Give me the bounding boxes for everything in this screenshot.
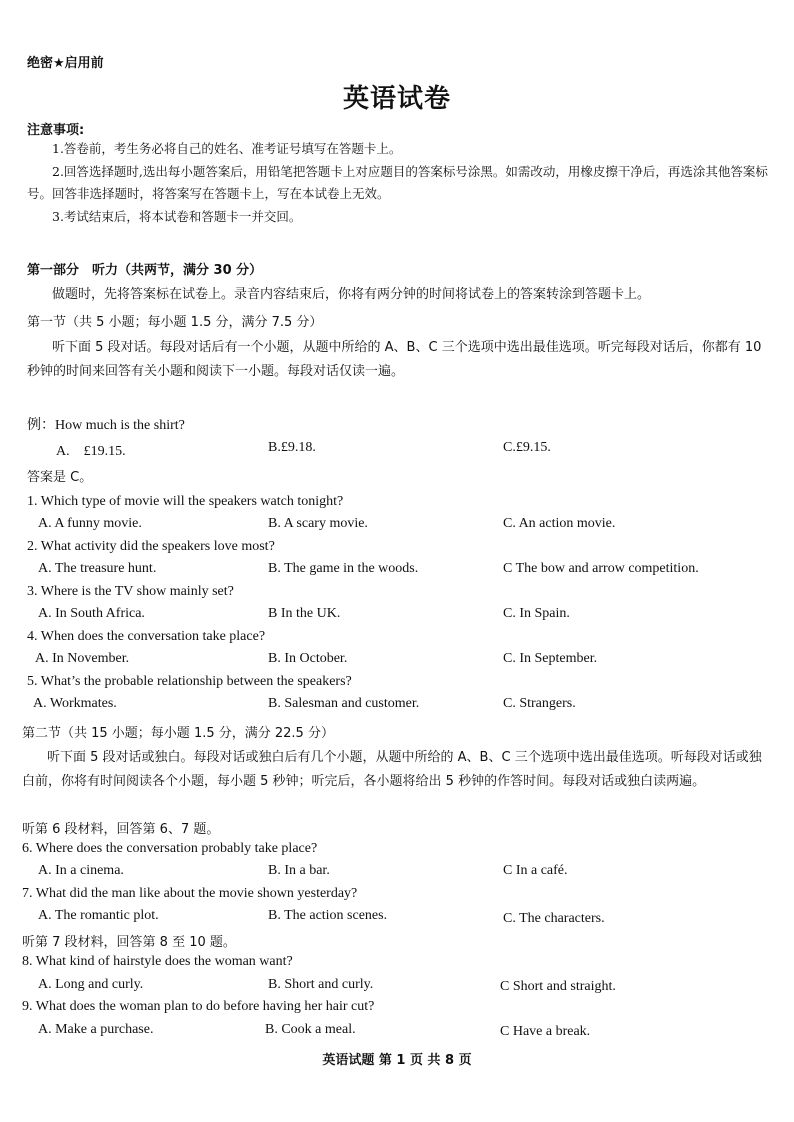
question-stem: 5. What’s the probable relationship between the speakers? [27,674,352,689]
option-c: C Short and straight. [500,979,616,994]
option-a: A. In November. [35,651,130,666]
example-option-b: B.£9.18. [268,440,316,455]
question-stem: 1. Which type of movie will the speakers watch tonight? [27,494,344,509]
option-b: B In the UK. [268,606,341,621]
section1-instruction: 听下面 5 段对话。每段对话后有一个小题，从题中所给的 A、B、C 三个选项中选出最佳选项。听完每段对话后，你都有 10 秒钟的时间来回答有关小题和阅读下一小题。每段对话仅读一遍。 [27,340,762,379]
option-a: A. The treasure hunt. [38,561,157,576]
notice-item: 1.答卷前，考生务必将自己的姓名、准考证号填写在答题卡上。 [52,141,402,156]
option-a: A. Make a purchase. [38,1022,154,1037]
option-c: C Have a break. [500,1024,591,1039]
confidential-label: 绝密★启用前 [27,56,104,71]
example-option-a: A. £19.15. [56,444,126,459]
option-b: B. Salesman and customer. [268,696,420,711]
question-stem: 4. When does the conversation take place? [27,629,266,644]
option-b: B. In a bar. [268,863,330,878]
option-c: C The bow and arrow competition. [503,561,699,576]
question-stem: 2. What activity did the speakers love most? [27,539,275,554]
option-c: C In a café. [503,863,568,878]
option-c: C. An action movie. [503,516,616,531]
option-c: C. The characters. [503,911,605,926]
option-c: C. In Spain. [503,606,570,621]
option-a: A. Workmates. [33,696,117,711]
option-b: B. In October. [268,651,348,666]
question-options [0,696,794,716]
question-stem: 8. What kind of hairstyle does the woman want? [22,954,293,969]
question-options [0,908,794,928]
section1-heading: 第一节（共 5 小题；每小题 1.5 分，满分 7.5 分） [27,315,323,330]
option-a: A. Long and curly. [38,977,144,992]
option-a: A. A funny movie. [38,516,142,531]
notice-list [27,138,772,229]
question-options [0,561,794,581]
example-option-c: C.£9.15. [503,440,551,455]
section2-heading: 第二节（共 15 小题；每小题 1.5 分，满分 22.5 分） [22,726,334,741]
question-options [0,651,794,671]
notice-heading: 注意事项: [27,123,85,138]
question-stem: 7. What did the man like about the movie shown yesterday? [22,886,358,901]
section2-instruction: 听下面 5 段对话或独白。每段对话或独白后有几个小题，从题中所给的 A、B、C 三个选项中选出最佳选项。听每段对话或独白前，你将有时间阅读各个小题，每小题 5 秒钟；听完后，各小题将给出 5 秒钟的作答时间。每段对话或独白读两遍。 [22,750,762,789]
option-a: A. In a cinema. [38,863,124,878]
part1-instruction: 做题时，先将答案标在试卷上。录音内容结束后，你将有两分钟的时间将试卷上的答案转涂到答题卡上。 [52,287,651,302]
question-stem: 3. Where is the TV show mainly set? [27,584,234,599]
option-b: B. A scary movie. [268,516,368,531]
question-options [0,977,794,997]
question-options [0,863,794,883]
page-title: 英语试卷 [342,84,451,114]
notice-item: 2.回答选择题时,选出每小题答案后，用铅笔把答题卡上对应题目的答案标号涂黑。如需改动，用橡皮擦干净后，再选涂其他答案标号。回答非选择题时，将答案写在答题卡上，写在本试卷上无效。 [27,163,768,202]
material-6-note: 听第 6 段材料，回答第 6、7 题。 [22,822,220,837]
option-c: C. Strangers. [503,696,576,711]
option-b: B. Cook a meal. [265,1022,356,1037]
example-options [0,440,794,460]
page-footer: 英语试题 第 1 页 共 8 页 [322,1053,472,1068]
option-a: A. In South Africa. [38,606,145,621]
part1-heading: 第一部分 听力（共两节，满分 30 分） [27,263,263,278]
option-a: A. The romantic plot. [38,908,159,923]
question-options [0,606,794,626]
question-options [0,1022,794,1042]
question-options [0,516,794,536]
example-answer: 答案是 C。 [27,470,93,485]
option-b: B. Short and curly. [268,977,374,992]
material-7-note: 听第 7 段材料，回答第 8 至 10 题。 [22,935,236,950]
example-question: 例：How much is the shirt? [27,418,185,433]
option-b: B. The action scenes. [268,908,388,923]
option-c: C. In September. [503,651,598,666]
notice-item: 3.考试结束后，将本试卷和答题卡一并交回。 [52,209,302,225]
question-stem: 6. Where does the conversation probably take place? [22,841,318,856]
option-b: B. The game in the woods. [268,561,419,576]
question-stem: 9. What does the woman plan to do before having her hair cut? [22,999,375,1014]
